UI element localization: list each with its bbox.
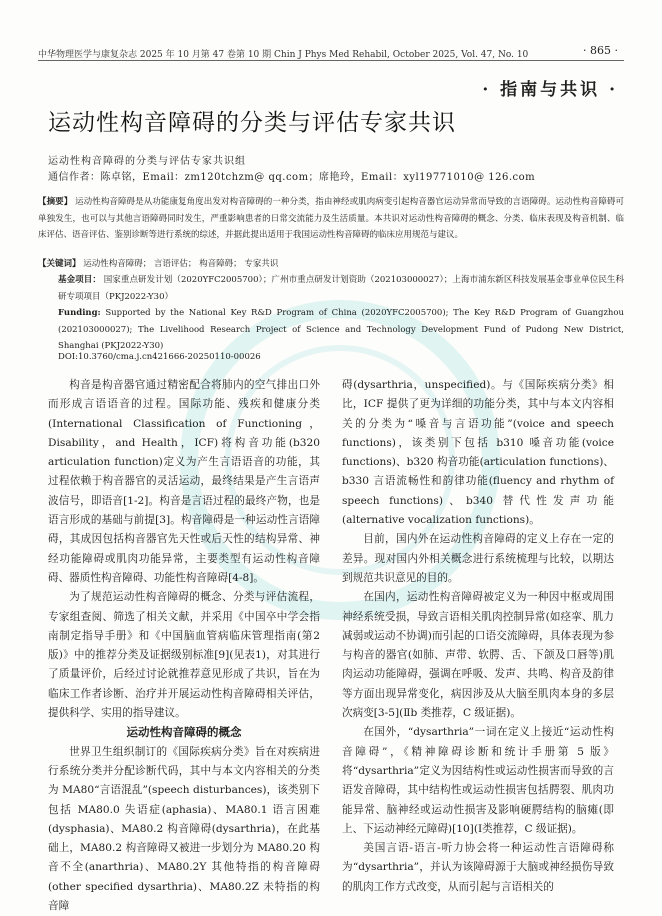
body-paragraph: 世界卫生组织制订的《国际疾病分类》旨在对疾病进行系统分类并分配诊断代码，其中与本文内容相关的分类为 MA80“言语混乱”(speech disturbances)，该类别下包括 MA80.0 失语症(aphasia)、MA80.1 语言困难(dysphasia)、MA80.2 构音障碍(dysarthria)，在此基础上，MA80.2 构音障碍又被进一步划分为 MA80.20 构音不全(anarthria)、MA80.2Y 其他特指的构音障碍(other specified dysarthria)、MA80.2Z 未特指的构音障	[48, 745, 320, 913]
funding-label: Funding:	[58, 308, 101, 318]
body-paragraph: 在国内，运动性构音障碍被定义为一种因中枢或周围神经系统受损，导致言语相关肌肉控制异常(如痉挛、肌力减弱或运动不协调)而引起的口语交流障碍，具体表现为参与构音的器官(如肺、声带、软腭、舌、下颌及口唇等)肌肉运动功能障碍，强调在呼吸、发声、共鸣、构音及韵律等方面出现异常变化，病因涉及从大脑至肌肉本身的多层次病变[3-5](Ⅱb 类推荐，C 级证据)。	[342, 591, 614, 720]
body-paragraph: 为了规范运动性构音障碍的概念、分类与评估流程，专家组查阅、筛选了相关文献，并采用《中国卒中学会指南制定指导手册》和《中国脑血管病临床管理指南(第2版)》中的推荐分类及证据级别标准[9](见表1)，对其进行了质量评价，后经过讨论就推荐意见形成了共识，旨在为临床工作者诊断、治疗并开展运动性构音障碍相关评估，提供科学、实用的指导建议。	[48, 591, 320, 720]
abstract-text: 运动性构音障碍是从功能康复角度出发对构音障碍的一种分类，指由神经或肌肉病变引起构音器官运动异常而导致的言语障碍。运动性构音障碍可单独发生，也可以与其他言语障碍同时发生，严重影响患者的日常交流能力及生活质量。本共识对运动性构音障碍的概念、分类、临床表现及构音机制、临床评估、语音评估、鉴别诊断等进行系统的综述，并据此提出适用于我国运动性构音障碍的临床应用规范与建议。	[38, 197, 624, 241]
body-paragraph: 美国言语-语言-听力协会将一种运动性言语障碍称为“dysarthria”，并认为该障碍源于大脑或神经损伤导致的肌肉工作方式改变，从而引起与言语相关的	[342, 842, 614, 893]
body-left-column	[48, 376, 320, 916]
keywords-label: 【关键词】	[38, 259, 81, 269]
section-label: · 指南与共识 ·	[482, 80, 618, 100]
fund-block	[58, 272, 624, 305]
abstract-label: 【摘要】	[38, 197, 73, 207]
author-group: 运动性构音障碍的分类与评估专家共识组	[48, 156, 246, 167]
funding-en: Supported by the National Key R&D Program of China (2020YFC2005700); The Key R&D Program of Guangzhou (202103000027); The Livelihood Research Project of Science and Technology Development Fund of Pudong New District, Shanghai (PKJ2022-Y30)	[58, 308, 624, 352]
body-right-column	[342, 376, 614, 897]
fund-label: 基金项目：	[58, 275, 101, 285]
page-number: · 865 ·	[583, 44, 618, 57]
doi: DOI:10.3760/cma.j.cn421666-20250110-00026	[58, 352, 261, 362]
fund-text: 国家重点研发计划（2020YFC2005700）；广州市重点研发计划资助（202103000027）；上海市浦东新区科技发展基金事业单位民生科研专项项目（PKJ2022-Y30）	[58, 275, 624, 302]
correspondence: 通信作者：陈卓铭，Email：zm120tchzm@ qq.com；席艳玲，Email：xyl19771010@ 126.com	[48, 172, 536, 183]
abstract-block	[38, 194, 624, 244]
funding-en-block	[58, 305, 624, 355]
body-paragraph: 碍(dysarthria，unspecified)。与《国际疾病分类》相比，ICF 提供了更为详细的功能分类，其中与本文内容相关的分类为“嗓音与言语功能”(voice and speech functions)，该类别下包括 b310 嗓音功能(voice functions)、b320 构音功能(articulation functions)、b330 言语流畅性和韵律功能(fluency and rhythm of speech functions)、b340 替代性发声功能(alternative vocalization functions)。	[342, 379, 614, 527]
body-paragraph: 构音是构音器官通过精密配合将肺内的空气排出口外而形成言语语音的过程。国际功能、残疾和健康分类(International Classification of Functioning，Disability，and Health，ICF)将构音功能(b320 articulation function)定义为产生言语语音的功能，其过程依赖于构音器官的灵活运动，最终结果是产生言语声波信号，即语音[1-2]。构音是言语过程的最终产物，也是语言形成的基础与前提[3]。构音障碍是一种运动性言语障碍，其成因包括构音器官先天性或后天性的结构异常、神经功能障碍或肌肉功能异常，主要类型有运动性构音障碍、器质性构音障碍、功能性构音障碍[4-8]。	[48, 379, 320, 584]
keywords: 运动性构音障碍； 言语评估； 构音障碍； 专家共识	[83, 259, 279, 269]
body-paragraph: 在国外，“dysarthria”一词在定义上接近“运动性构音障碍”，《精神障碍诊断和统计手册第 5 版》将“dysarthria”定义为因结构性或运动性损害而导致的言语发音障碍，其中结构性或运动性损害包括腭裂、肌肉功能异常、脑神经或运动性损害及影响硬腭结构的脑瘫(即上、下运动神经元障碍)[10](Ⅰ类推荐，C 级证据)。	[342, 726, 614, 835]
article-title: 运动性构音障碍的分类与评估专家共识	[48, 110, 456, 136]
section-heading: 运动性构音障碍的概念	[126, 725, 242, 740]
header-rule	[38, 60, 624, 61]
body-paragraph: 目前，国内外在运动性构音障碍的定义上存在一定的差异。现对国内外相关概念进行系统梳理与比较，以期达到规范共识意见的目的。	[342, 533, 614, 584]
running-head: 中华物理医学与康复杂志 2025 年 10 月第 47 卷第 10 期 Chin J Phys Med Rehabil, October 2025, Vol. 47, No. 10	[38, 50, 529, 60]
keywords-block	[38, 256, 624, 273]
